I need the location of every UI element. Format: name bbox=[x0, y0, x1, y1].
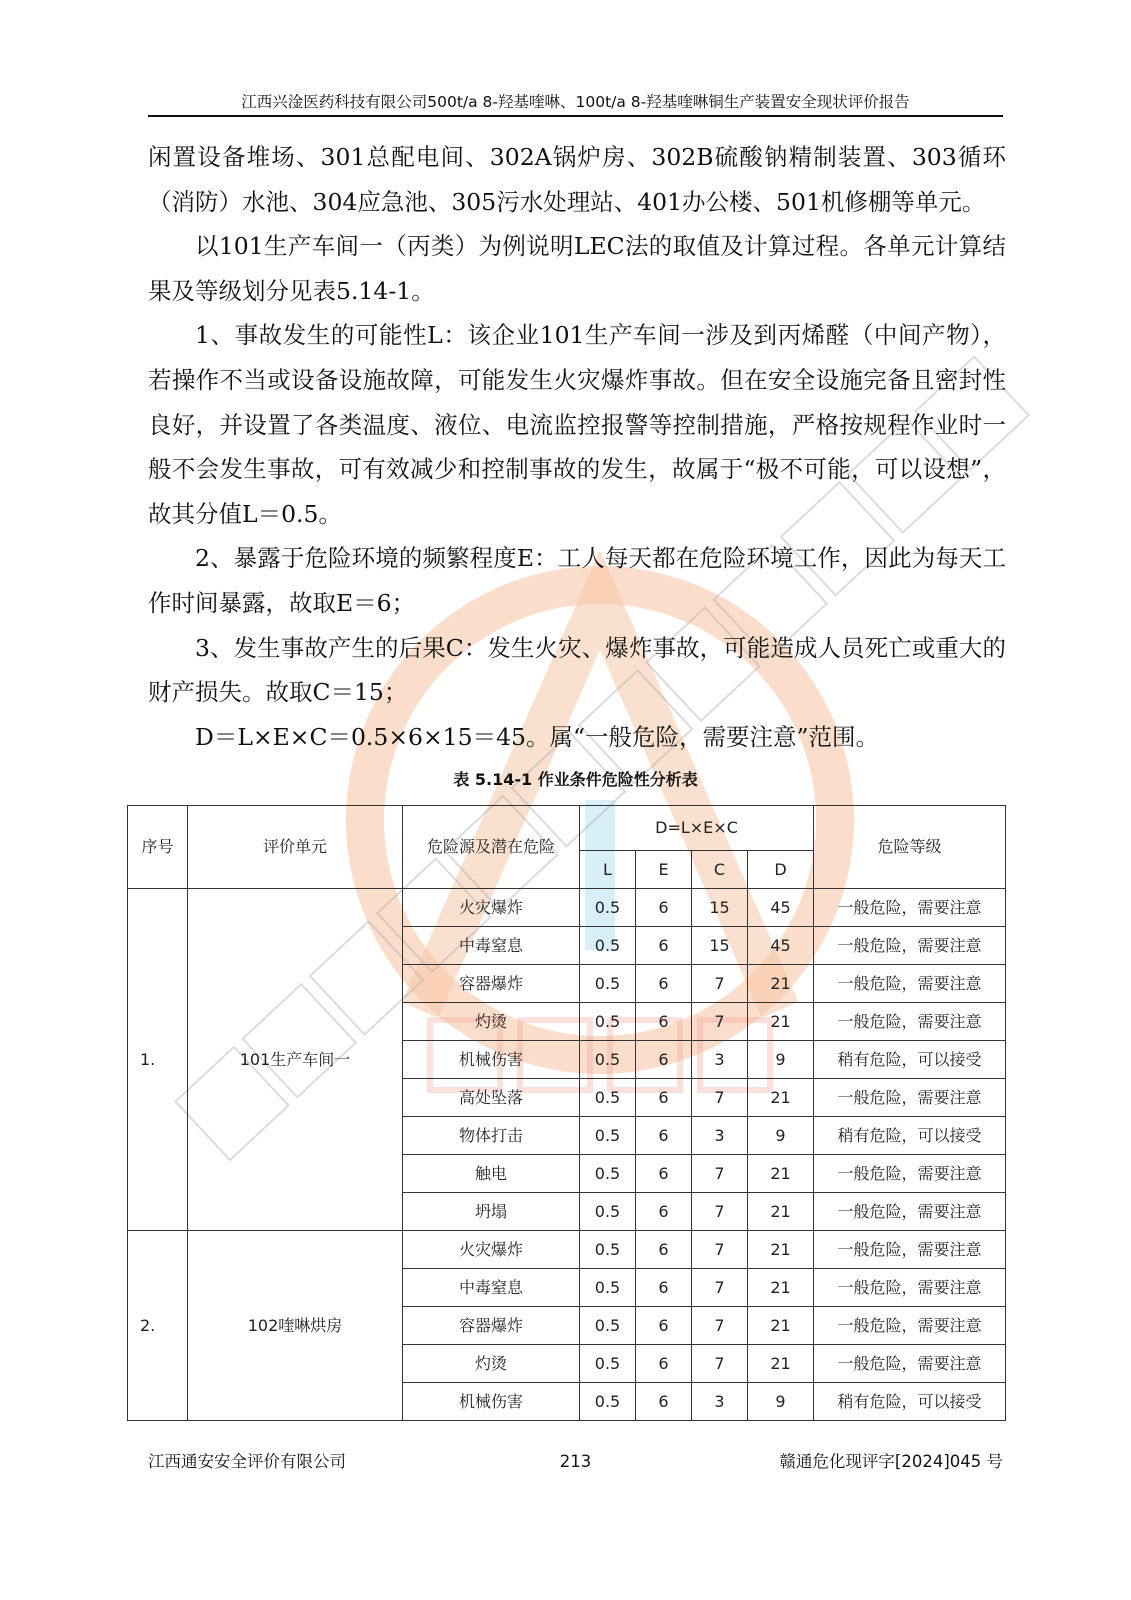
cell-D: 9 bbox=[748, 1383, 814, 1421]
cell-E: 6 bbox=[636, 1155, 692, 1193]
footer-company: 江西通安安全评价有限公司 bbox=[148, 1452, 346, 1472]
paragraph: D＝L×E×C＝0.5×6×15＝45。属“一般危险，需要注意”范围。 bbox=[195, 722, 880, 751]
cell-hazard: 中毒窒息 bbox=[403, 927, 580, 965]
header-E: E bbox=[636, 851, 692, 889]
cell-L: 0.5 bbox=[580, 1345, 636, 1383]
cell-C: 7 bbox=[692, 1193, 748, 1231]
paragraph: 闲置设备堆场、301总配电间、302A锅炉房、302B硫酸钠精制装置、303循环（消防）水池、304应急池、305污水处理站、401办公楼、501机修棚等单元。 bbox=[148, 143, 1006, 216]
hazard-analysis-table bbox=[127, 805, 1006, 1421]
cell-hazard: 触电 bbox=[403, 1155, 580, 1193]
header-level: 危险等级 bbox=[814, 806, 1006, 889]
paragraph: 1、事故发生的可能性L：该企业101生产车间一涉及到丙烯醛（中间产物），若操作不当或设备设施故障，可能发生火灾爆炸事故。但在安全设施完备且密封性良好，并设置了各类温度、液位、电流监控报警等控制措施，严格按规程作业时一般不会发生事故，可有效减少和控制事故的发生，故属于“极不可能，可以设想”，故其分值L＝0.5。 bbox=[148, 321, 1006, 528]
cell-level: 一般危险，需要注意 bbox=[814, 1079, 1006, 1117]
table-row bbox=[128, 889, 1006, 927]
cell-C: 7 bbox=[692, 1003, 748, 1041]
header-hazard: 危险源及潜在危险 bbox=[403, 806, 580, 889]
cell-hazard: 容器爆炸 bbox=[403, 965, 580, 1003]
cell-D: 21 bbox=[748, 1193, 814, 1231]
cell-D: 45 bbox=[748, 927, 814, 965]
cell-level: 稍有危险，可以接受 bbox=[814, 1117, 1006, 1155]
cell-C: 7 bbox=[692, 1231, 748, 1269]
cell-level: 一般危险，需要注意 bbox=[814, 889, 1006, 927]
cell-level: 一般危险，需要注意 bbox=[814, 1307, 1006, 1345]
cell-D: 21 bbox=[748, 1307, 814, 1345]
cell-E: 6 bbox=[636, 965, 692, 1003]
cell-level: 稍有危险，可以接受 bbox=[814, 1041, 1006, 1079]
cell-C: 7 bbox=[692, 1155, 748, 1193]
footer-doc-number: 赣通危化现评字[2024]045 号 bbox=[779, 1452, 1003, 1472]
cell-L: 0.5 bbox=[580, 1307, 636, 1345]
table-caption: 表 5.14-1 作业条件危险性分析表 bbox=[453, 770, 698, 790]
cell-E: 6 bbox=[636, 889, 692, 927]
cell-E: 6 bbox=[636, 1383, 692, 1421]
cell-D: 21 bbox=[748, 1231, 814, 1269]
cell-C: 15 bbox=[692, 889, 748, 927]
cell-hazard: 容器爆炸 bbox=[403, 1307, 580, 1345]
header-formula: D=L×E×C bbox=[580, 806, 814, 851]
cell-hazard: 机械伤害 bbox=[403, 1041, 580, 1079]
page-number: 213 bbox=[559, 1452, 592, 1472]
cell-D: 45 bbox=[748, 889, 814, 927]
cell-E: 6 bbox=[636, 1193, 692, 1231]
cell-D: 21 bbox=[748, 1269, 814, 1307]
cell-hazard: 中毒窒息 bbox=[403, 1269, 580, 1307]
cell-D: 21 bbox=[748, 1155, 814, 1193]
cell-L: 0.5 bbox=[580, 1193, 636, 1231]
cell-hazard: 火灾爆炸 bbox=[403, 1231, 580, 1269]
cell-level: 一般危险，需要注意 bbox=[814, 1231, 1006, 1269]
cell-level: 稍有危险，可以接受 bbox=[814, 1383, 1006, 1421]
header-rule bbox=[148, 115, 1003, 117]
cell-hazard: 火灾爆炸 bbox=[403, 889, 580, 927]
cell-D: 21 bbox=[748, 965, 814, 1003]
header-C: C bbox=[692, 851, 748, 889]
cell-C: 15 bbox=[692, 927, 748, 965]
paragraph: 2、暴露于危险环境的频繁程度E：工人每天都在危险环境工作，因此为每天工作时间暴露，故取E＝6； bbox=[148, 544, 1006, 617]
header-L: L bbox=[580, 851, 636, 889]
cell-C: 3 bbox=[692, 1383, 748, 1421]
cell-E: 6 bbox=[636, 1231, 692, 1269]
cell-D: 9 bbox=[748, 1117, 814, 1155]
cell-L: 0.5 bbox=[580, 1117, 636, 1155]
cell-hazard: 高处坠落 bbox=[403, 1079, 580, 1117]
cell-hazard: 机械伤害 bbox=[403, 1383, 580, 1421]
cell-D: 21 bbox=[748, 1345, 814, 1383]
cell-level: 一般危险，需要注意 bbox=[814, 1003, 1006, 1041]
cell-level: 一般危险，需要注意 bbox=[814, 1345, 1006, 1383]
cell-L: 0.5 bbox=[580, 927, 636, 965]
cell-E: 6 bbox=[636, 1079, 692, 1117]
cell-L: 0.5 bbox=[580, 1383, 636, 1421]
cell-L: 0.5 bbox=[580, 1041, 636, 1079]
cell-E: 6 bbox=[636, 927, 692, 965]
cell-L: 0.5 bbox=[580, 965, 636, 1003]
cell-hazard: 坍塌 bbox=[403, 1193, 580, 1231]
cell-L: 0.5 bbox=[580, 1155, 636, 1193]
cell-level: 一般危险，需要注意 bbox=[814, 927, 1006, 965]
paragraph: 3、发生事故产生的后果C：发生火灾、爆炸事故，可能造成人员死亡或重大的财产损失。故取C＝15； bbox=[148, 633, 1006, 707]
cell-L: 0.5 bbox=[580, 1079, 636, 1117]
cell-E: 6 bbox=[636, 1117, 692, 1155]
cell-C: 7 bbox=[692, 1269, 748, 1307]
cell-C: 7 bbox=[692, 965, 748, 1003]
cell-level: 一般危险，需要注意 bbox=[814, 965, 1006, 1003]
cell-E: 6 bbox=[636, 1307, 692, 1345]
cell-C: 3 bbox=[692, 1117, 748, 1155]
cell-E: 6 bbox=[636, 1269, 692, 1307]
cell-hazard: 物体打击 bbox=[403, 1117, 580, 1155]
cell-no: 1. bbox=[128, 889, 188, 1231]
table-row bbox=[128, 1231, 1006, 1269]
cell-C: 7 bbox=[692, 1307, 748, 1345]
cell-D: 9 bbox=[748, 1041, 814, 1079]
header-unit: 评价单元 bbox=[188, 806, 403, 889]
cell-E: 6 bbox=[636, 1041, 692, 1079]
cell-L: 0.5 bbox=[580, 1269, 636, 1307]
cell-L: 0.5 bbox=[580, 1003, 636, 1041]
cell-D: 21 bbox=[748, 1003, 814, 1041]
page-header: 江西兴淦医药科技有限公司500t/a 8-羟基喹啉、100t/a 8-羟基喹啉铜生产装置安全现状评价报告 bbox=[241, 93, 910, 111]
cell-hazard: 灼烫 bbox=[403, 1003, 580, 1041]
cell-no: 2. bbox=[128, 1231, 188, 1421]
cell-E: 6 bbox=[636, 1003, 692, 1041]
cell-unit: 101生产车间一 bbox=[188, 889, 403, 1231]
body-text bbox=[148, 135, 1006, 759]
cell-D: 21 bbox=[748, 1079, 814, 1117]
cell-C: 7 bbox=[692, 1345, 748, 1383]
cell-E: 6 bbox=[636, 1345, 692, 1383]
cell-level: 一般危险，需要注意 bbox=[814, 1155, 1006, 1193]
cell-C: 3 bbox=[692, 1041, 748, 1079]
header-no: 序号 bbox=[128, 806, 188, 889]
cell-level: 一般危险，需要注意 bbox=[814, 1193, 1006, 1231]
cell-unit: 102喹啉烘房 bbox=[188, 1231, 403, 1421]
cell-L: 0.5 bbox=[580, 889, 636, 927]
header-D: D bbox=[748, 851, 814, 889]
cell-C: 7 bbox=[692, 1079, 748, 1117]
page-footer bbox=[148, 1451, 1003, 1475]
cell-hazard: 灼烫 bbox=[403, 1345, 580, 1383]
paragraph: 以101生产车间一（丙类）为例说明LEC法的取值及计算过程。各单元计算结果及等级划分见表5.14-1。 bbox=[148, 232, 1006, 305]
cell-L: 0.5 bbox=[580, 1231, 636, 1269]
cell-level: 一般危险，需要注意 bbox=[814, 1269, 1006, 1307]
